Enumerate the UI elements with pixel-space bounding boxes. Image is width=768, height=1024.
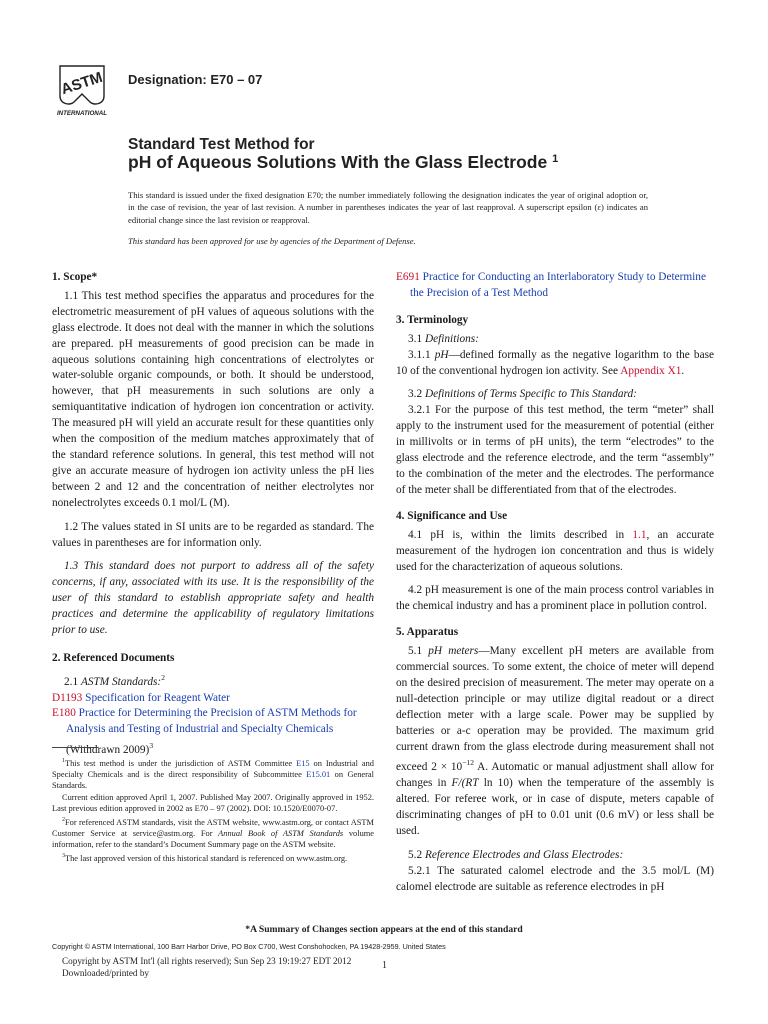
link-section-1-1[interactable]: 1.1	[632, 528, 647, 541]
footnotes	[52, 756, 374, 865]
page-number: 1	[382, 960, 387, 971]
para-3-1-1: 3.1.1 pH—defined formally as the negative logarithm to the base 10 of the conventional hydrogen ion activity. See Appendix X1.	[396, 348, 714, 377]
download-stamp-line-2: Downloaded/printed by	[62, 968, 150, 978]
section-apparatus-heading: 5. Apparatus	[396, 626, 459, 639]
link-d1193[interactable]: D1193	[52, 691, 83, 704]
section-scope-heading: 1. Scope*	[52, 271, 98, 283]
link-e15[interactable]: E15	[296, 758, 310, 768]
right-column	[396, 270, 714, 895]
para-3-2: 3.2 Definitions of Terms Specific to This Standard:	[408, 388, 637, 401]
footnote-divider	[52, 747, 98, 748]
para-5-1: 5.1 pH meters—Many excellent pH meters are available from commercial sources. To some extent, the choice of meter will depend on the desired precision of measurement. The meter may operate on a null-detection principle or may utilize digital readout or a direct deflection meter with a large scale. Power may be supplied by batteries or a-c operation may be provided. The maximum grid current drawn from the glass electrode during measurement shall not exceed $2 \times 10^{-12}$ A. Automatic or manual adjustment shall allow for changes in F/(RT ln 10) when the temperature of the assembly is altered. For referee work, or in case of dispute, meters capable of discriminating changes of pH to 0.01 unit (0.6 mV) or less shall be used.	[396, 645, 714, 837]
para-4-2: 4.2 pH measurement is one of the main process control variables in the chemical industry and has a prominent place in pollution control.	[396, 584, 714, 613]
title-main: pH of Aqueous Solutions With the Glass Electrode	[128, 152, 548, 172]
copyright-line: Copyright © ASTM International, 100 Barr Harbor Drive, PO Box C700, West Conshohocken, PA 19428-2959. United States	[52, 942, 446, 951]
section-significance-heading: 4. Significance and Use	[396, 509, 508, 522]
footnote-1: $^1$This test method is under the jurisdiction of ASTM Committee E15 on Industrial and Specialty Chemicals and is the direct responsibility of Subcommittee E15.01 on General Standards.	[52, 758, 374, 790]
astm-logo	[52, 60, 112, 118]
link-e180[interactable]: E180	[52, 707, 76, 720]
para-5-2: 5.2 Reference Electrodes and Glass Electrodes:	[408, 848, 624, 861]
ref-e180: E180 Practice for Determining the Precision of ASTM Methods for Analysis and Testing of Industrial and Specialty Chemicals (Withdrawn 2009)$^3$	[52, 707, 357, 756]
link-d1193-title[interactable]: Specification for Reagent Water	[82, 691, 230, 704]
para-4-1: 4.1 pH is, within the limits described in 1.1, an accurate measurement of the hydrogen ion concentration and thus is widely used for the characterization of aqueous solutions.	[396, 528, 714, 573]
ref-e691	[396, 270, 714, 302]
left-column	[52, 270, 374, 759]
footnote-3: $^3$The last approved version of this historical standard is referenced on www.astm.org.	[62, 853, 348, 864]
para-3-1: 3.1 Definitions:	[408, 332, 479, 345]
designation: Designation: E70 – 07	[128, 72, 263, 87]
title-footnote-marker: 1	[552, 153, 559, 165]
para-2-1: 2.1 ASTM Standards:$^2$	[64, 672, 165, 688]
footnote-2: $^2$For referenced ASTM standards, visit the ASTM website, www.astm.org, or contact ASTM Customer Service at service@astm.org. For Annual Book of ASTM Standards volume information, refer to the standard’s Document Summary page on the ASTM website.	[52, 817, 374, 850]
section-terminology-heading: 3. Terminology	[396, 313, 469, 326]
svg-text:INTERNATIONAL: INTERNATIONAL	[56, 110, 108, 117]
para-1-3: 1.3 This standard does not purport to address all of the safety concerns, if any, associated with its use. It is the responsibility of the user of this standard to establish appropriate safety and health practices and determine the applicability of regulatory limitations prior to use.	[52, 560, 374, 637]
link-appendix-x1[interactable]: Appendix X1	[620, 364, 682, 377]
para-5-2-1: 5.2.1 The saturated calomel electrode and the 3.5 mol/L (M) calomel electrode are suitable as reference electrodes in pH	[396, 864, 714, 893]
link-e180-title[interactable]: Practice for Determining the Precision of ASTM Methods for Analysis and Testing of Industrial and Specialty Chemicals	[66, 707, 357, 736]
intro-paragraph: This standard is issued under the fixed designation E70; the number immediately following the designation indicates the year of original adoption or, in the case of revision, the year of last revision. A number in parentheses indicates the year of last reapproval. A superscript epsilon (ε) indicates an editorial change since the last revision or reapproval.	[128, 190, 648, 225]
dod-approval-note: This standard has been approved for use by agencies of the Department of Defense.	[128, 236, 416, 246]
para-1-2: 1.2 The values stated in SI units are to be regarded as standard. The values in parentheses are for information only.	[52, 520, 374, 549]
para-1-1: 1.1 This test method specifies the apparatus and procedures for the electrometric measurement of pH values of aqueous solutions with the glass electrode. It does not deal with the manner in which the solutions are prepared. pH measurements of good precision can be made in aqueous solutions containing high concentrations of electrolytes or water-soluble organic compounds, or both. It should be understood, however, that pH measurements in such solutions are only a semiquantitative indication of hydrogen ion concentration or activity. The measured pH will yield an accurate result for these quantities only when the composition of the medium matches approximately that of the standard reference solutions. In general, this test method will not give an accurate measure of hydrogen ion activity unless the pH lies between 2 and 12 and the concentration of neither electrolytes nor nonelectrolytes exceeds 0.1 mol/L (M).	[52, 289, 374, 509]
link-e15-01[interactable]: E15.01	[306, 769, 331, 779]
para-3-2-1: 3.2.1 For the purpose of this test method, the term “meter” shall apply to the instrument used for the measurement of potential (either in millivolts or in terms of pH units), the term “electrodes” to the glass electrode and the reference electrode, and the term “assembly” to the combination of the meter and the electrodes. The performance of the meter shall be differentiated from that of the electrodes.	[396, 404, 714, 496]
link-e691-title[interactable]: Practice for Conducting an Interlaboratory Study to Determine the Precision of a Test Method	[410, 271, 706, 299]
footnote-edition: Current edition approved April 1, 2007. Published May 2007. Originally approved in 1952. Last previous edition approved in 2002 as E70 – 97 (2002). DOI: 10.1520/E0070-07.	[52, 793, 374, 814]
svg-text:ASTM: ASTM	[59, 68, 105, 99]
summary-of-changes-note: *A Summary of Changes section appears at the end of this standard	[245, 924, 523, 935]
section-referenced-docs-heading: 2. Referenced Documents	[52, 651, 175, 664]
title-line-2	[128, 152, 558, 173]
download-stamp-line-1: Copyright by ASTM Int'l (all rights reserved); Sun Sep 23 19:19:27 EDT 2012	[62, 956, 352, 966]
ref-d1193	[52, 691, 374, 707]
title-line-1: Standard Test Method for	[128, 136, 315, 153]
link-e691[interactable]: E691	[396, 271, 420, 283]
